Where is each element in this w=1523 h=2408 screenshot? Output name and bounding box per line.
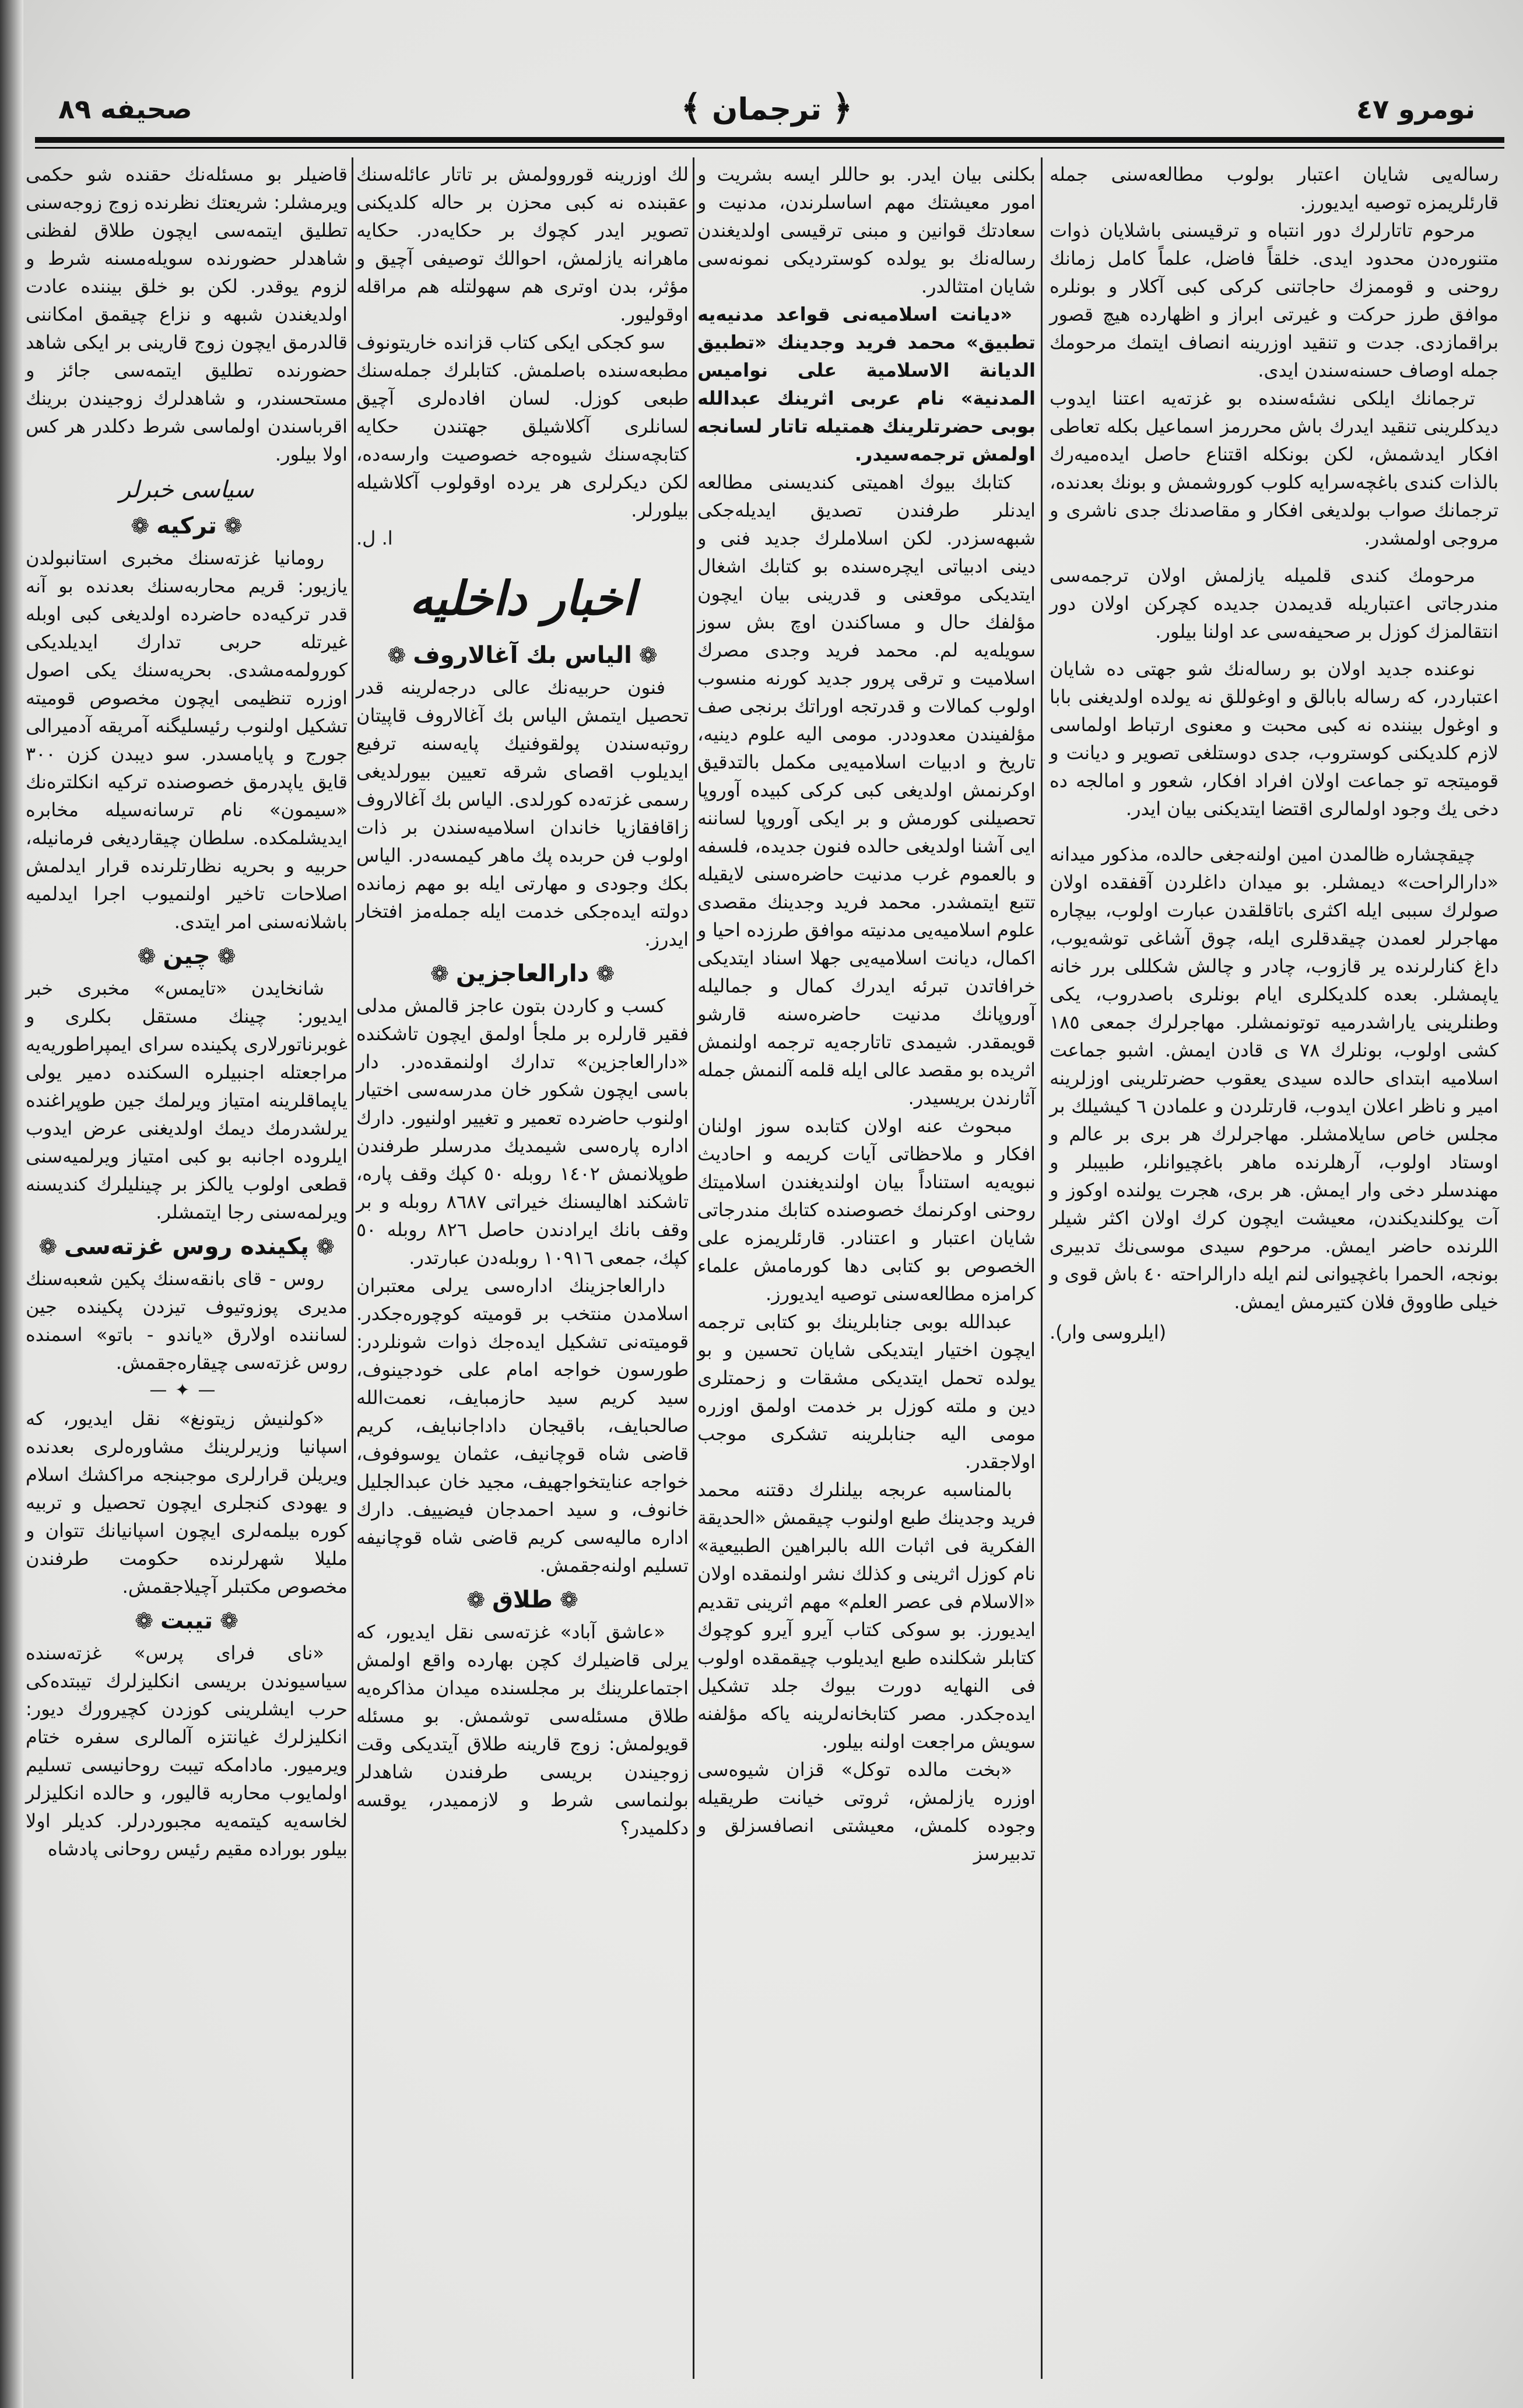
header-double-rule xyxy=(35,137,1504,149)
masthead xyxy=(35,82,1499,134)
ornament-icon: ❁ xyxy=(638,643,658,668)
column-3 xyxy=(697,160,1036,1868)
paragraph: بالمناسبه عربجه بیلنلرك دقتنه محمد فرید وجدینك طبع اولنوب چیقمش «الحدیقة الفكریة فی اثبات الله بالبراهین الطبیعیة» نام كوزل اثرینی و كذلك نشر اولنمقده اولان «الاسلام فی عصر العلم» مهم اثرینی تقدیم ایدیورز. بو سوكی كتاب آیرو آیرو كوچوك كتابلر شكلنده طبع ایدیلوب چیقمقده اولوب فی النهایه دورت بیوك جلد تشكیل ایده‌جكدر. مصر كتابخانه‌لرینه یاكه مؤلفنه سویش مراجعت اولنه بیلور. xyxy=(697,1479,1036,1753)
separator-ornament-icon: —✦— xyxy=(149,1380,224,1400)
heading-text: تركیه xyxy=(156,513,217,539)
article-heading xyxy=(356,958,689,989)
ornament-icon: ❁ xyxy=(387,643,406,668)
article-heading xyxy=(356,640,689,671)
ornament-icon: ❁ xyxy=(131,513,150,539)
article-heading xyxy=(26,1231,348,1262)
paragraph: بكلنی بیان ایدر. بو حاللر ایسه بشریت و امور معیشتك مهم اساسلرندن، مدنیت و سعادتك قوانین و مبنی ترقیسی اولدیغندن رساله‌نك بو یولده كوستردیكی نمونه‌سی شایان امتثالدر. xyxy=(697,163,1036,297)
article-heading xyxy=(26,1605,348,1637)
ornament-icon: ❁ xyxy=(38,1234,58,1259)
author-signature: ا. ل. xyxy=(356,527,393,549)
paragraph: دارالعاجزینك اداره‌سی یرلی معتبران اسلامدن منتخب بر قومیته كوچوره‌جكدر. قومیته‌نی تشكیل ایده‌جك ذوات شونلردر: طورسون خواجه امام علی خودجینوف، سید كریم سید حازمبایف، نعمت‌الله صالحبایف، باقیجان داداجانبایف، كریم قاضی شاه قوچانیف، عثمان یوسوفوف، خواجه عنایتخواجهیف، مجید خان عبدالجلیل خانوف، و سید احمدجان فیضییف. دارك اداره مالیه‌سی كریم قاضی شاه قوچانیفه تسلیم اولنه‌جقمش. xyxy=(356,1275,689,1577)
ornament-icon: ❁ xyxy=(315,1234,335,1259)
column-2 xyxy=(356,160,689,1842)
ornament-icon: ❁ xyxy=(559,1587,578,1613)
ornament-icon: ❁ xyxy=(430,961,449,987)
paragraph: «بخت مالده توكل» قزان شیوه‌سی اوزره یازلمش، ثروتی خیانت طریقیله وجوده كلمش، معیشتی انصافسزلق و تدبیرسز xyxy=(697,1758,1036,1865)
ornament-icon: ❁ xyxy=(596,961,615,987)
heading-text: پكینده روس غزته‌سی xyxy=(64,1233,309,1260)
ornament-icon: ❁ xyxy=(466,1587,486,1613)
paragraph: رساله‌یی شایان اعتبار بولوب مطالعه‌سنی جمله قارئلریمزه توصیه ایدیورز. xyxy=(1050,163,1499,213)
paragraph: «دیانت اسلامیه‌نی قواعد مدنیه‌یه تطبیق» محمد فرید وجدینك «تطبیق الدیانة الاسلامیة علی نوامیس المدنیة» نام عربی اثرینك عبدالله بوبی حضرتلرینك همتیله تاتار لسانجه اولمش ترجمه‌سیدر. xyxy=(697,303,1036,465)
paragraph: ترجمانك ایلكی نشئه‌سنده بو غزته‌یه اعتنا ایدوب دیدكلرینی تنقید ایدرك باش محررمز اسماعیل بكله تعاطی افكار ایدشمش، لكن بونكله اقتناع حاصل ایده‌میه‌رك بالذات كندی باغچه‌سرایه كلوب كوروشمش و بونك بعدنده، ترجمانك صواب بولدیغی افكار و مقاصدنك جدی ناشری و مروجی اولمشدر. xyxy=(1050,387,1499,549)
paragraph: شانخایدن «تایمس» مخبری خبر ایدیور: چینك مستقل بكلری و غوبرناتورلاری پكینده سرای ایمپراطوریه‌یه مراجعتله اجنبیلره السكنده دمیر یولی یاپماقلرینه امتیاز ویرلمك جین طوپراغنده یرلشدرمك دیمك اولدیغنی عرض ایدوب ایلروده اجانبه بو كبی امتیاز ویرلمیه‌سنی قطعی اولوب یالكز بر چینلیلرك كندیسنه ویرلمه‌سنی رجا ایتمشلر. xyxy=(26,977,348,1223)
ornament-icon: ❁ xyxy=(217,943,236,969)
heading-text: چین xyxy=(163,943,210,970)
paragraph: مرحومك كندی قلمیله یازلمش اولان ترجمه‌سی مندرجاتی اعتباریله قدیمدن جدیده كچركن اولان دور انتقالمزك كوزل بر صحیفه‌سی عد اولنا بیلور. xyxy=(1050,564,1499,643)
heading-text: تیبت xyxy=(160,1607,213,1634)
column-4 xyxy=(1050,160,1499,1346)
heading-text: طلاق xyxy=(492,1586,553,1613)
page-number: صحیفه ٨٩ xyxy=(58,93,192,125)
heading-text: الیاس بك آغالاروف xyxy=(413,642,632,669)
paragraph: مبحوث عنه اولان كتابده سوز اولنان افكار و ملاحظاتی آیات كریمه و احادیث نبویه‌یه استناداً بیان اولندیغندن اسلامیتك روحنی اوكرنمك خصوصنده كتابك مندرجاتی شایان اعتبار و اعتنادر. قارئلریمزه علی الخصوص بو كتابی دها كورمامش علماء كرامزه مطالعه‌سنی توصیه ایدیورز. xyxy=(697,1115,1036,1305)
column-1 xyxy=(26,160,348,1863)
paragraph: چیقچشاره ظالمدن امین اولنه‌جغی حالده، مذكور میدانه «دارالراحت» دیمشلر. بو میدان داغلردن آقفقده اولان صولرك سببی ایله اكثری باتاقلقدن عبارت اولوب، بیچاره مهاجرلر لعمدن چیقدقلری ایله، چوق آشاغی توشه‌یوب، داغ كنارلرنده یر قازوب، چادر و چالش شكللی برر خانه یاپمشلر. بعده كلدیكلری ایام بونلری باصدروب، یكی وطنلرینی یاراشدرمیه توتونمشلر. مهاجرلرك جمعی ١٨٥ كشی اولوب، بونلرك ٧٨ ی قادن ایمش. اشبو جماعت اسلامیه ابتدای حالده سیدی یعقوب حضرتلرینی اوزلرینه امیر و ناظر اعلان ایدوب، قارتلردن و علمادن ٦ كیشیلك بر مجلس خاص سایلامشلر. مهاجرلرك هر بری بر عالم و اوستاد اولوب، آرهلرنده ماهر باغچیوانلر، طبیبلر و مهندسلر دخی وار ایمش. هر بری، هجرت یولنده اوكوز و آت یوكلندیكندن، معیشت ایچون كرك اولان اكثر شیلر اللرنده حاضر ایمش. مرحوم سیدی موسی‌نك تدبیری بونجه، الحمرا باغچیوانی لنم ایله دارالراحته ٤٠ باش قوی و خیلی طاووق فلان كتیرمش ایمش. xyxy=(1050,843,1499,1313)
article-heading xyxy=(26,940,348,972)
paragraph: «كولنیش زیتونغ» نقل ایدیور، كه اسپانیا وزیرلرینك مشاوره‌لری بعدنده ویریلن قرارلری موجبنجه مراكشك اسلام و یهودی كنجلری ایچون تحصیل و تربیه كوره بیلمه‌لری ایچون اسپانیانك تتوان و ملیلا شهرلرنده حكومت طرفندن مخصوص مكتبلر آچیلاجقمش. xyxy=(26,1407,348,1598)
paragraph: روس - قای بانقه‌سنك پكین شعبه‌سنك مدیری پوزوتیوف تیزدن پكینده جین لساننده اولارق «یاندو - باتو» اسمنده روس غزته‌سی چیقاره‌جقمش. xyxy=(26,1268,348,1374)
paragraph: نوعنده جدید اولان بو رساله‌نك شو جهتی ده شایان اعتباردر، كه رساله بابالق و اوغوللق نه یولده اولدیغنی بابا و اوغول بیننده نه كبی محبت و معنوی ارتباط اولماسی لازم كلدیكنی كوستروب، جدی دوستلغی تصویر و دیانت و قومیتجه تو جماعت اولان افراد افكار، شعور و امالجه ده دخی یك وجود اولمالری اقتضا ایتدیكنی بیان ایدر. xyxy=(1050,658,1499,820)
paragraph: كتابك بیوك اهمیتی كندیسنی مطالعه ایدنلر طرفندن تصدیق ایدیله‌جكی شبهه‌سزدر. لكن اسلاملرك جدید فنی و دینی ادبیاتی ایچره‌سنده بو كتابك اشغال ایتدیكی موقعنی و قدرینی بیان ایچون مؤلفك حال و مساكندن اوچ بش سوز سویله‌یه لم. محمد فرید وجدی مصرك اسلامیت و ترقی پرور جدید كورنه منسوب اولوب كمالات و قدرتجه اوراتك برنجی صف مؤلفیندن معدوددر. مومی الیه علوم دینیه، تاریخ و ادبیات اسلامیه‌یی مكمل بالتدقیق اوكرنمش اولدیغی كبی كركی كبیده آوروپا تحصیلنی كورمش و بر ایكی آوروپا لساننه ایی آشنا اولدیغی حالده فنون جدیده، فلسفه و بالعموم غرب مدنیت حاضره‌سنی لایقیله تتبع ایتمشدر. محمد فرید وجدینك مقصدی علوم اسلامیه‌یی مدنیته موافق طرزده احیا و اكمال، دیانت اسلامیه‌یی جهلا اسناد ایتدیكی خرافاتدن تبرئه ایدرك كمال و جمالیله آوروپانك مدنیت حاضره‌سنه قارشو قویمقدر. شیمدی تاتارجه‌یه ترجمه اولنمش اثریده بو مقصد عالی ایله قلمه آلنمش جمله آثارندن بریسیدر. xyxy=(697,471,1036,1109)
bracket-ornament-icon: ﴿ xyxy=(832,87,853,128)
paragraph: عبدالله بوبی جنابلرینك بو كتابی ترجمه ایچون اختیار ایتدیكی شایان تحسین و بو یولده تحمل ایتدیكی مشقات و زحمتلری دین و ملته كوزل بر خدمت اولمق اوزره مومی الیه جنابلرینه تشكری موجب اولاجقدر. xyxy=(697,1311,1036,1473)
article-heading xyxy=(356,1584,689,1616)
paragraph: «نای فرای پرس» غزته‌سنده سیاسیوندن بریسی انكلیزلرك تیبتده‌كی حرب ایشلرینی كوزدن كچیرورك دیور: انكلیزلرك غیانتزه آلمالری سفره ختام ویرمیور. مادامكه تیبت روحانیسی تسلیم اولمایوب محاربه قالیور، و حالده انكلیزلر لخاسه‌یه كیتمه‌یه مجبوردرلر. كدیلر اولا بیلور بوراده مقیم رئیس روحانی پادشاه xyxy=(26,1642,348,1860)
bracket-ornament-icon: ﴾ xyxy=(680,87,701,128)
article-heading xyxy=(26,510,348,542)
newspaper-name: ترجمان xyxy=(711,92,822,127)
paragraph: «عاشق آباد» غزته‌سی نقل ایدیور، كه یرلی قاضیلرك كچن بهارده واقع اولمش اجتماعلرینك بر مجلسنده میدان مذاكره‌یه طلاق مسئله‌سی توشمش. بو مسئله قویولمش: زوج قارینه طلاق آیتدیكی وقت زوجیندن بریسی طرفندن شاهدلر بولنماسی شرط و لازممیدر، یوقسه دكلمیدر؟ xyxy=(356,1621,689,1839)
paragraph: سو كجكی ایكی كتاب قزانده خاریتونوف مطبعه‌سنده باصلمش. كتابلرك جمله‌سنك طبعی كوزل. لسان افاده‌لری آچیق لسانلری آكلاشیلق جهتندن حكایه كتابچه‌سنك شیوه‌جه خصوصیت وارسه‌ده، لكن دیكرلری هر یرده اوقولوب آكلاشیله بیلورلر. xyxy=(356,331,689,521)
paragraph: لك اوزرینه قوروولمش بر تاتار عائله‌سنك عقبنده نه كبی محزن بر حاله كلدیكنی تصویر ایدر كچوك بر حكایه‌در. حكایه ماهرانه یازلمش، احوالك توصیفی آچیق و مؤثر، بدن اوتری هم سهولتله هم مراقله اوقولیور. xyxy=(356,163,689,325)
paragraph: مرحوم تاتارلرك دور انتباه و ترقیسنی باشلایان ذوات متنوره‌دن محدود ایدی. خلقاً فاضل، علماً كامل زمانك روحنی و قوممزك حاجاتنی كركی كبی آكلار و بونلره موافق طرز حركت و غیرتی ابراز و اظهارده هیچ قصور براقمازدی. جدت و تنقید اوزرینه انصاف ایتمك مرحومك جمله اوصاف حسنه‌سندن ایدی. xyxy=(1050,219,1499,381)
paragraph: رومانیا غزته‌سنك مخبری استانبولدن یازیور: قریم محاربه‌سنك بعدنده بو آنه قدر تركیه‌ده حاضرده اولدیغی كبی اوبله غیرتله حربی تدارك ایدیلدیكی كورولمه‌مشدی. بحریه‌سنك یكی اصول اوزره تنظیمی ایچون مخصوص قومیته تشكیل اولنوب رئیسلیگنه آمریقه آدمیرالی جورج و پایامسدر. سو دیبدن كزن ٣٠٠ قایق یاپدرمق خصوصنده تركیه انكلتره‌نك «سیمون» نام ترسانه‌سیله مخابره ایدیشلمكده. سلطان چیقاردیغی فرمانیله، حربیه و بحریه نظارتلرنده قرار ایدلمش اصلاحات تاخیر اولنمیوب اجرا ایدلمیه باشلانه‌سنی امر ایتدی. xyxy=(26,547,348,933)
ornament-icon: ❁ xyxy=(135,1608,153,1634)
section-heading: سیاسی خبرلر xyxy=(119,476,254,503)
newspaper-title xyxy=(35,87,1499,128)
column-divider xyxy=(693,157,694,2379)
ornament-icon: ❁ xyxy=(223,513,243,539)
paragraph: كسب و كاردن بتون عاجز قالمش مدلی فقیر قارلره بر ملجأ اولمق ایچون تاشكنده «دارالعاجزین» تدارك اولنمقده‌در. دار باسی ایچون شكور خان مدرسه‌سی اختیار اولنوب حاضرده تعمیر و تغییر اولنیور. دارك اداره پاره‌سی شیمدیك مدرسلر طرفندن طوپلانمش ١٤٠٢ روبله ٥٠ كپك وقف پاره، تاشكند اهالیسنك خیراتی ٨٦٨٧ روبله و بر وقف بانك ایرادندن حاصل ٨٢٦ روبله ٥٠ كپك، جمعی ١٠٩١٦ روبله‌دن عبارتدر. xyxy=(356,995,689,1269)
ornament-icon: ❁ xyxy=(220,1608,238,1634)
column-divider xyxy=(352,157,353,2379)
column-divider xyxy=(1041,157,1043,2379)
issue-number: نومرو ٤٧ xyxy=(1356,93,1475,125)
section-heading: اخبار داخلیه xyxy=(409,571,636,626)
paragraph: فنون حربیه‌نك عالی درجه‌لرینه قدر تحصیل ایتمش الیاس بك آغالاروف قاپیتان روتبه‌سندن پولقوفنیك پایه‌سنه ترفیع ایدیلوب اقصای شرقه تعیین بیورلدیغی رسمی غزته‌ده كورلدی. الیاس بك آغالاروف زاقافقازیا خاندان اسلامیه‌سندن بر ذات اولوب فن حربده پك ماهر كیمسه‌در. الیاس بكك وجودی و مهارتی ایله بو مهم زمانده دولته ایده‌جكی خدمت ایله جمله‌مز افتخار ایدرز. xyxy=(356,676,689,950)
ornament-icon: ❁ xyxy=(137,943,156,969)
scan-edge-shadow xyxy=(0,0,23,2408)
paragraph: قاضیلر بو مسئله‌نك حقنده شو حكمی ویرمشلر: شریعتك نظرنده زوج زوجه‌سنی تطلیق ایتمه‌سی ایچون طلاق لفظنی شاهدلر حضورنده سویله‌مسنه شرط و لزوم یوقدر. لكن بو خلق بیننده عادت اولدیغندن شبهه و نزاع چیقمق امكاننی قالدرمق ایچون زوج قارینی بر ایكی شاهد حضورنده تطلیق ایتمه‌سی جائز و مستحسندر، و شاهدلرك زوجیندن برینك اقرباسندن اولماسی شرط دكلدر هر كس اولا بیلور. xyxy=(26,163,348,465)
continued-note: (ایلروسی وار). xyxy=(1050,1321,1167,1343)
heading-text: دارالعاجزین xyxy=(455,960,589,987)
